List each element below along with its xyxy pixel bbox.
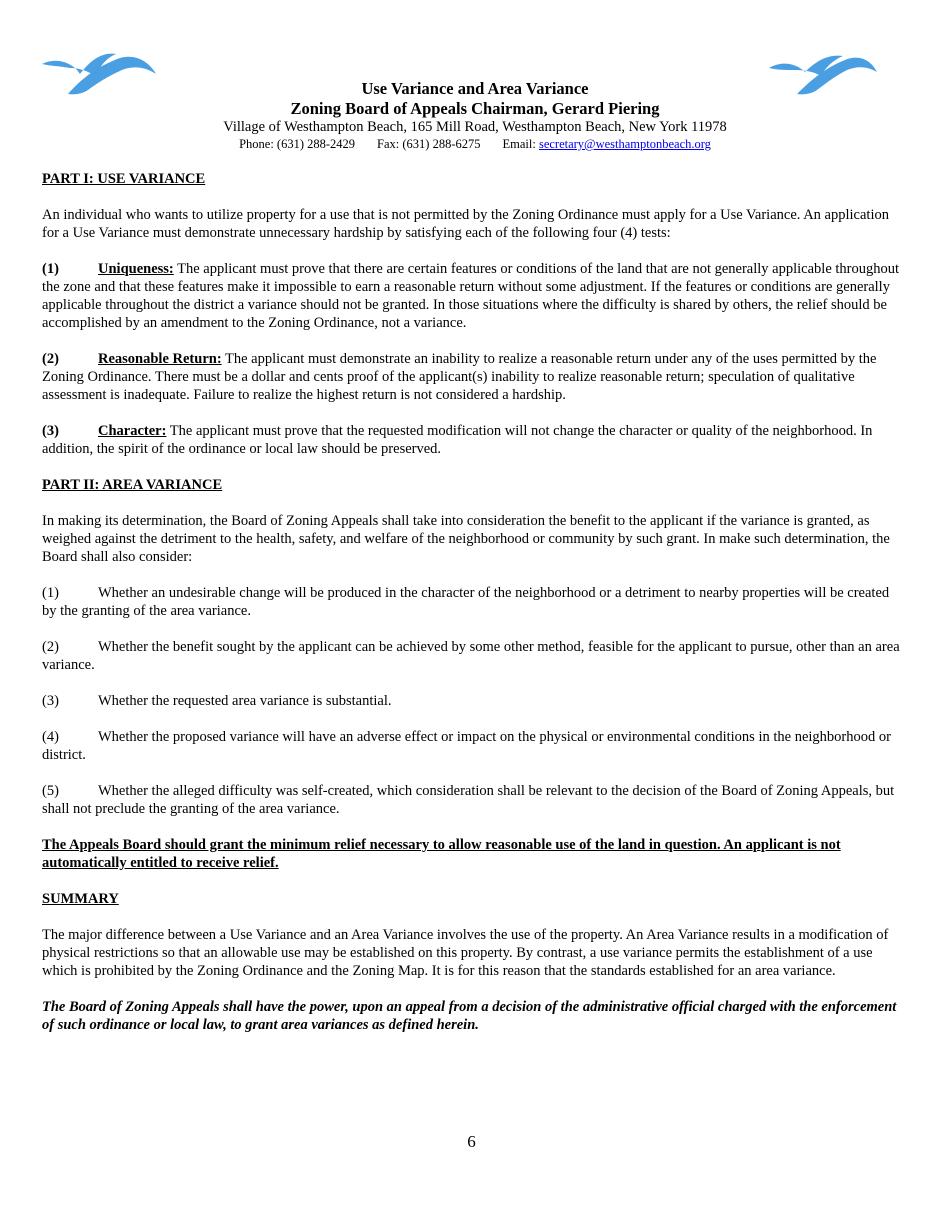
area-variance-criterion: [42, 638, 900, 674]
use-variance-test: [42, 350, 900, 404]
criterion-text: Whether the alleged difficulty was self-created, which consideration shall be relevant to the decision of the Board of Zoning Appeals, but shall not preclude the granting of the area variance.: [42, 783, 895, 817]
test-text: The applicant must demonstrate an inability to realize a reasonable return under any of the uses permitted by the Zoning Ordinance. There must be a dollar and cents proof of the applicant(s) inability to realize reasonable return; speculation of qualitative assessment is inadequate. Failure to realize the highest return is not considered a hardship.: [42, 351, 877, 403]
summary-text: The major difference between a Use Variance and an Area Variance involves the use of the property. An Area Variance results in a modification of physical restrictions so that an allowable use may be established on this property. By contrast, a use variance permits the establishment of a use which is prohibited by the Zoning Ordinance and the Zoning Map. It is for this reason that the standards established for an area variance.: [42, 927, 889, 979]
criterion-text: Whether an undesirable change will be produced in the character of the neighborhood or a detriment to nearby properties will be created by the granting of the area variance.: [42, 585, 890, 619]
test-number: (2): [42, 351, 59, 367]
criterion-text: Whether the proposed variance will have an adverse effect or impact on the physical or environmental conditions in the neighborhood or district.: [42, 729, 891, 763]
criterion-text: Whether the requested area variance is substantial.: [98, 693, 392, 709]
email-link[interactable]: secretary@westhamptonbeach.org: [538, 137, 711, 151]
test-term: Reasonable Return:: [98, 351, 222, 367]
part2-intro: In making its determination, the Board of Zoning Appeals shall take into consideration the benefit to the applicant if the variance is granted, as weighed against the detriment to the health, safety, and welfare of the neighborhood or community by such grant. In make such determination, the Board shall also consider:: [42, 513, 890, 565]
test-number: (1): [42, 261, 59, 277]
criterion-number: (4): [42, 729, 59, 745]
document-body: [42, 170, 900, 1052]
area-variance-criterion: [42, 584, 900, 620]
fax-text: Fax: (631) 288-6275: [377, 137, 481, 151]
part1-intro: An individual who wants to utilize property for a use that is not permitted by the Zoning Ordinance must apply for a Use Variance. An application for a Use Variance must demonstrate unnecessary hardship by satisfying each of the following four (4) tests:: [42, 207, 889, 241]
part2-heading: PART II: AREA VARIANCE: [42, 477, 223, 493]
test-text: The applicant must prove that there are certain features or conditions of the land that are not generally applicable throughout the zone and that these features make it impossible to earn a reasonable return without some adjustment. If the features or conditions are generally applicable throughout the district a variance should not be granted. In those situations where the difficulty is shared by others, the relief should be accomplished by an amendment to the Zoning Ordinance, not a variance.: [42, 261, 900, 331]
test-term: Character:: [98, 423, 167, 439]
criterion-number: (5): [42, 783, 59, 799]
email-label: Email:: [502, 137, 536, 151]
criterion-number: (3): [42, 693, 59, 709]
summary-heading: SUMMARY: [42, 891, 119, 907]
use-variance-test: [42, 260, 900, 332]
test-term: Uniqueness:: [98, 261, 174, 277]
part1-heading: PART I: USE VARIANCE: [42, 171, 206, 187]
area-variance-criterion: [42, 782, 900, 818]
board-chairman-title: Zoning Board of Appeals Chairman, Gerard Piering: [290, 99, 660, 118]
document-title: Use Variance and Area Variance: [361, 79, 589, 98]
area-variance-criterion: [42, 728, 900, 764]
use-variance-test: [42, 422, 900, 458]
address-line: Village of Westhampton Beach, 165 Mill Road, Westhampton Beach, New York 11978: [223, 119, 727, 135]
page-number: 6: [467, 1132, 476, 1151]
board-power-statement: The Board of Zoning Appeals shall have the power, upon an appeal from a decision of the administrative official charged with the enforcement of such ordinance or local law, to grant area variances as defined herein.: [42, 999, 897, 1033]
contact-line: [0, 136, 950, 152]
criterion-number: (2): [42, 639, 59, 655]
minimum-relief-notice: The Appeals Board should grant the minimum relief necessary to allow reasonable use of the land in question. An applicant is not automatically entitled to receive relief.: [42, 837, 841, 871]
letterhead: [0, 79, 950, 152]
criterion-number: (1): [42, 585, 59, 601]
phone-text: Phone: (631) 288-2429: [239, 137, 356, 151]
test-number: (3): [42, 423, 59, 439]
criterion-text: Whether the benefit sought by the applicant can be achieved by some other method, feasible for the applicant to pursue, other than an area variance.: [42, 639, 900, 673]
test-text: The applicant must prove that the requested modification will not change the character or quality of the neighborhood. In addition, the spirit of the ordinance or local law should be preserved.: [42, 423, 873, 457]
area-variance-criterion: [42, 692, 900, 710]
